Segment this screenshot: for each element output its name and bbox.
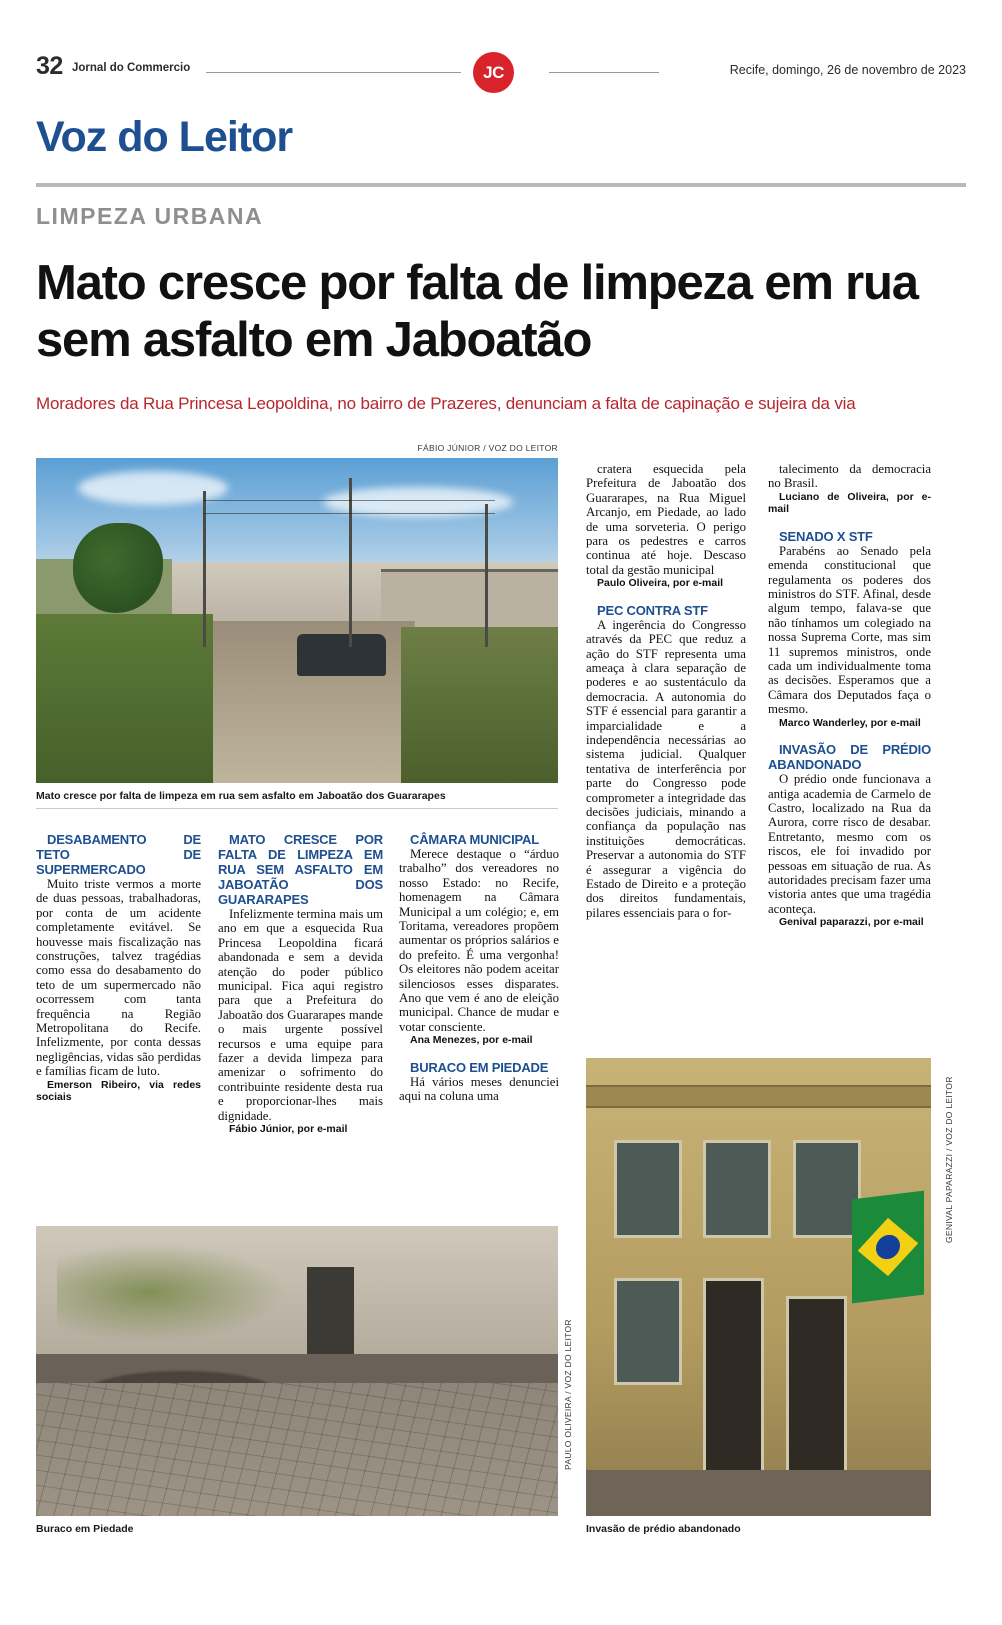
letter-heading: CÂMARA MUNICIPAL xyxy=(410,832,539,847)
masthead-rule-left xyxy=(206,72,461,73)
story-kicker: LIMPEZA URBANA xyxy=(36,203,264,229)
section-title: Voz do Leitor xyxy=(36,113,293,161)
jc-logo-icon: JC xyxy=(473,52,514,93)
photo-overgrown-grass-left xyxy=(36,614,213,783)
pothole-photo xyxy=(36,1226,558,1516)
letter-column-2 xyxy=(218,832,383,1136)
column-spacer xyxy=(768,729,931,742)
letter-byline: Paulo Oliveira, por e-mail xyxy=(597,577,724,590)
letter-byline: Emerson Ribeiro, via redes sociais xyxy=(36,1078,201,1104)
letter-column-1 xyxy=(36,832,201,1104)
caption-divider xyxy=(36,808,558,809)
photo-utility-pole xyxy=(485,504,488,647)
letter-heading: MATO CRESCE POR FALTA DE LIMPEZA EM RUA SEM ASFALTO EM JABOATÃO DOS GUARARAPES xyxy=(218,832,383,907)
photo-moss-stain xyxy=(57,1243,287,1342)
photo-door xyxy=(703,1278,764,1476)
photo-parked-car xyxy=(297,634,386,676)
photo-caption: Mato cresce por falta de limpeza em rua sem asfalto em Jaboatão dos Guararapes xyxy=(36,790,446,802)
letter-byline: Luciano de Oliveira, por e-mail xyxy=(768,490,931,516)
masthead xyxy=(36,52,966,92)
photo-power-line xyxy=(203,513,495,514)
photo-caption: Invasão de prédio abandonado xyxy=(586,1523,741,1535)
photo-caption: Buraco em Piedade xyxy=(36,1523,134,1535)
letter-column-5 xyxy=(768,462,931,929)
photo-credit-left: PAULO OLIVEIRA / VOZ DO LEITOR xyxy=(563,1319,573,1470)
photo-window xyxy=(614,1278,682,1385)
letter-body: Merece destaque o “árduo trabalho” dos vereadores no nosso Estado: no Recife, homenagem na Câmara Municipal a um colégio; e, em Toritama, vereadores propõem aumentar os próprios salários e do prefeito. É uma vergonha! Os eleitores não podem aceitar silenciosos esses disparates. Ano que vem é ano de eleição municipal. Chance de mudar e votar consciente. xyxy=(399,847,559,1034)
photo-window xyxy=(614,1140,682,1238)
photo-credit-right: GENIVAL PAPARAZZI / VOZ DO LEITOR xyxy=(944,1076,954,1243)
photo-overgrown-grass-right xyxy=(401,627,558,783)
letter-body: Infelizmente termina mais um ano em que a esquecida Rua Princesa Leopoldina ficará abandonada e sem a devida atenção do poder público municipal. Fica aqui registro para que a Prefeitura do Jaboatão dos Guararapes mande o mais urgente possível recursos e uma equipe para fazer a devida limpeza para amenizar o sofrimento do contribuinte residente desta rua e proporcionar-lhes mais dignidade. xyxy=(218,907,383,1123)
column-spacer xyxy=(768,516,931,529)
letter-body: Muito triste vermos a morte de duas pessoas, trabalhadoras, por conta de um acidente completamente evitável. Se houvesse mais fiscalização nas construções, talvez tragédias como essa do desabamento do teto de um supermercado não ocorressem com tanta frequência na Região Metropolitana do Recife. Infelizmente, por conta dessas negligências, vidas são perdidas e famílias ficam de luto. xyxy=(36,877,201,1079)
letter-column-4 xyxy=(586,462,746,920)
section-divider xyxy=(36,183,966,187)
letter-heading: INVASÃO DE PRÉDIO ABANDONADO xyxy=(768,742,931,773)
column-spacer xyxy=(399,1047,559,1060)
paper-name: Jornal do Commercio xyxy=(72,62,191,74)
lead-photo xyxy=(36,458,558,783)
letter-heading: SENADO X STF xyxy=(779,528,873,544)
letter-body: O prédio onde funcionava a antiga academia de Carmelo de Castro, localizado na Rua da Aurora, corre risco de desabar. Entretanto, mesmo com os riscos, ele foi invadido por pessoas em situação de rua. As autoridades precisam fazer uma vistoria antes que uma tragédia aconteça. xyxy=(768,772,931,916)
letter-body: Parabéns ao Senado pela emenda constitucional que regulamenta os poderes dos ministros do STF. Afinal, desde algum tempo, falava-se que não tínhamos um colegiado na nossa Suprema Corte, mas sim 11 supremos ministros, onde cada um individualmente toma as decisões. Esperamos que a Câmara dos Deputados faça o mesmo. xyxy=(768,543,931,717)
letter-body: talecimento da democracia no Brasil. xyxy=(768,462,931,491)
letter-heading: PEC CONTRA STF xyxy=(597,602,708,618)
photo-credit-top: FÁBIO JÚNIOR / VOZ DO LEITOR xyxy=(417,443,558,453)
column-spacer xyxy=(586,590,746,603)
photo-cornice xyxy=(586,1085,931,1107)
dateline: Recife, domingo, 26 de novembro de 2023 xyxy=(729,63,966,77)
letter-byline: Ana Menezes, por e-mail xyxy=(410,1034,533,1047)
letter-byline: Genival paparazzi, por e-mail xyxy=(779,916,924,929)
letter-body: A ingerência do Congresso através da PEC que reduz a ação do STF representa uma ameaça à clara separação de poderes e ao sustentáculo da democracia. A autonomia do STF é essencial para garantir a imparcialidade e a independência necessárias ao sistema judicial. Qualquer tentativa de interferência por parte do Congresso pode comprometer a integridade das decisões judiciais, minando a confiança da população nas instituições democráticas. Preservar a autonomia do STF é assegurar a vigência do Estado de Direito e a proteção dos direitos fundamentais, pilares essenciais para o for- xyxy=(586,617,746,920)
letter-column-3 xyxy=(399,832,559,1104)
letter-heading: BURACO EM PIEDADE xyxy=(410,1059,549,1075)
photo-utility-pole xyxy=(349,478,352,647)
letter-heading: DESABAMENTO DE TETO DE SUPERMERCADO xyxy=(36,832,201,877)
letter-byline: Fábio Júnior, por e-mail xyxy=(229,1123,348,1136)
photo-power-line xyxy=(203,500,495,501)
brazil-flag-icon xyxy=(852,1191,924,1304)
letter-byline: Marco Wanderley, por e-mail xyxy=(779,716,921,729)
letter-body: Há vários meses denunciei aqui na coluna uma xyxy=(399,1074,559,1104)
story-headline: Mato cresce por falta de limpeza em rua sem asfalto em Jaboatão xyxy=(36,256,918,367)
photo-door xyxy=(786,1296,847,1476)
photo-sidewalk xyxy=(586,1470,931,1516)
photo-window xyxy=(793,1140,861,1238)
photo-cobblestone xyxy=(36,1383,558,1516)
masthead-rule-right xyxy=(549,72,659,73)
photo-doorway xyxy=(307,1267,354,1354)
abandoned-building-photo xyxy=(586,1058,931,1516)
story-subhead: Moradores da Rua Princesa Leopoldina, no bairro de Prazeres, denunciam a falta de capinação e sujeira da via xyxy=(36,394,856,413)
page-folio: 32 xyxy=(36,52,63,80)
letter-body: cratera esquecida pela Prefeitura de Jaboatão dos Guararapes, na Rua Miguel Arcanjo, em Piedade, ao lado de uma sorveteria. O perigo para os pedestres e carros continua até hoje. Descaso total da gestão municipal xyxy=(586,462,746,577)
photo-window xyxy=(703,1140,771,1238)
